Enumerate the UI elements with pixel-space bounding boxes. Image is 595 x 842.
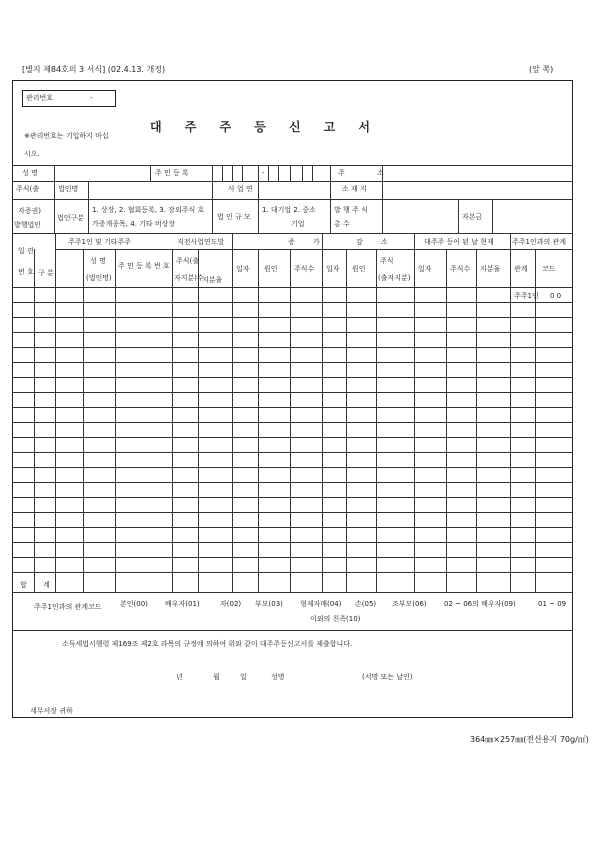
table-row: [12, 332, 573, 333]
dec-shares-col-header-2: (출자지분): [378, 274, 411, 282]
table-column: [346, 249, 347, 592]
page-side-label: (앞 쪽): [529, 65, 554, 74]
table-column: [55, 249, 56, 592]
table-column: [446, 249, 447, 592]
total-label: 합 계: [20, 581, 50, 589]
scale-option-1: 1. 대기업 2. 중소: [262, 206, 316, 214]
form-reference: [별지 제84호의 3 서식] (02.4.13. 개정): [22, 65, 166, 74]
table-row: [12, 452, 573, 453]
dec-date-col-header: 일자: [326, 265, 340, 273]
rule: [222, 165, 223, 181]
table-column: [535, 249, 536, 592]
table-group-divider: [510, 233, 511, 249]
corp-type-option-1: 1. 상장, 2. 협회등록, 3. 장외주식 호: [92, 206, 205, 214]
table-row: [12, 572, 573, 573]
inc-count-col-header: 주식수: [294, 265, 315, 273]
rule: [12, 181, 573, 182]
rule: [12, 287, 573, 288]
rule: [312, 165, 313, 181]
table-group-divider: [55, 233, 56, 249]
issued-shares-label: 발 행 주 식: [334, 206, 368, 214]
relation-codes-label: 주주1인과의 관계코드: [34, 603, 102, 611]
signature-note: (서명 또는 날인): [362, 673, 413, 681]
code-sibling: 형제자매(04): [300, 600, 342, 608]
rule: [88, 181, 89, 233]
rule: [12, 199, 573, 200]
corp-type-label: 법인구분: [57, 214, 85, 222]
table-row: [12, 482, 573, 483]
inc-reason-col-header: 원인: [264, 265, 278, 273]
table-column: [290, 249, 291, 592]
rule: [268, 165, 269, 181]
name-label: 성 명: [22, 169, 38, 177]
table-row: [12, 497, 573, 498]
name-col-header: 성 명: [90, 257, 106, 265]
inc-date-col-header: 일자: [236, 265, 250, 273]
table-row: [12, 512, 573, 513]
first-row-relation: 주주1인: [514, 292, 539, 300]
day-label: 일: [240, 673, 247, 681]
address-label: 주 소: [338, 169, 384, 177]
serial-col-label-a: 일 련: [18, 247, 34, 255]
current-group-header: 대주주 등이 된 날 현재: [424, 238, 494, 246]
code-spouse-of: 02 ~ 06의 배우자(09): [444, 600, 516, 608]
management-number-label: 관리번호: [26, 94, 54, 102]
corp-label-a: 주식(출: [16, 185, 40, 193]
rule: [212, 165, 213, 233]
corp-type-option-2: 가증개종목, 4. 기타 비상장: [92, 220, 176, 228]
code-range: 01 ~ 09: [538, 600, 567, 608]
business-label: 사 업 연: [228, 185, 253, 193]
corp-name-label: 법인명: [58, 185, 79, 193]
prev-year-group-header: 직전사업연도말: [177, 238, 225, 246]
table-column: [115, 249, 116, 592]
rrn-col-header: 주 민 등 록 번 호: [118, 262, 170, 270]
management-number-dash: -: [90, 94, 93, 102]
code-grandparent: 조부모(06): [392, 600, 427, 608]
table-row: [12, 407, 573, 408]
prev-ratio-col-header: 지분율: [202, 276, 223, 284]
mgmt-note: ※관리번호는 기입하지 마십: [24, 132, 109, 140]
table-row: [12, 467, 573, 468]
table-row: [12, 527, 573, 528]
corp-scale-label: 법 인 규 모: [217, 213, 251, 221]
rule: [302, 165, 303, 181]
paper-spec: 364㎜×257㎜(전산용지 70g/㎡): [470, 735, 589, 744]
table-column: [34, 249, 35, 592]
table-row: [12, 542, 573, 543]
rule: [12, 592, 573, 593]
table-column: [172, 249, 173, 592]
code-parent: 부모(03): [255, 600, 283, 608]
rule: [232, 165, 233, 181]
table-group-divider: [414, 233, 415, 249]
table-column: [376, 249, 377, 592]
form-frame: [12, 80, 573, 718]
shares-col-header: 주식(출: [176, 257, 200, 265]
rule: [458, 199, 459, 233]
form-title: 대 주 주 등 신 고 서: [150, 120, 370, 134]
code-grandchild: 손(05): [355, 600, 377, 608]
rule: [12, 630, 573, 631]
table-group-divider: [232, 233, 233, 249]
rule: [278, 165, 279, 181]
dec-shares-col-header: 주식: [380, 257, 394, 265]
table-column: [83, 249, 84, 592]
shares-col-header-2: 자지분)수: [174, 274, 204, 282]
mgmt-note-2: 시오.: [24, 150, 40, 158]
type-col-header: 구 분: [38, 269, 54, 277]
rule: [492, 199, 493, 233]
code-other-relatives: 이외의 친족(10): [310, 615, 361, 623]
code-col-header: 코드: [542, 265, 556, 273]
relation-group-header: 주주1인과의 관계: [512, 238, 567, 246]
table-row: [12, 392, 573, 393]
capital-label: 자본금: [462, 213, 483, 221]
table-row: [12, 362, 573, 363]
table-column: [476, 249, 477, 592]
table-row: [12, 377, 573, 378]
now-date-col-header: 일자: [418, 265, 432, 273]
resident-no-label: 주 민 등 록: [155, 169, 189, 177]
issued-shares-label-2: 총 수: [334, 220, 350, 228]
year-label: 년: [176, 673, 183, 681]
scale-option-2: 기업: [291, 220, 305, 228]
serial-col-label-b: 번 호: [18, 268, 34, 276]
resident-no-dash: -: [262, 169, 265, 177]
location-label: 소 재 지: [342, 185, 367, 193]
month-label: 월: [213, 673, 220, 681]
now-count-col-header: 주식수: [450, 265, 471, 273]
signer-name-label: 성명: [271, 673, 285, 681]
table-column: [232, 249, 233, 592]
table-row: [12, 317, 573, 318]
decrease-group-header: 감 소: [356, 238, 388, 246]
dec-reason-col-header: 원인: [352, 265, 366, 273]
relation-col-header: 관계: [514, 265, 528, 273]
rule: [12, 165, 573, 166]
table-row: [12, 437, 573, 438]
table-column: [258, 249, 259, 592]
table-group-divider: [322, 233, 323, 249]
now-ratio-col-header: 지분율: [480, 265, 501, 273]
submission-statement: 소득세법시행령 제169조 제2호 라목의 규정에 의하여 위와 같이 대주주등신고서를 제출합니다.: [62, 640, 353, 648]
rule: [290, 165, 291, 181]
rule: [55, 249, 573, 250]
increase-group-header: 증 가: [288, 238, 320, 246]
table-column: [510, 249, 511, 592]
code-self: 본인(00): [120, 600, 148, 608]
code-child: 자(02): [220, 600, 242, 608]
table-row: [12, 557, 573, 558]
table-column: [198, 249, 199, 592]
rule: [150, 165, 151, 181]
rule: [12, 233, 573, 234]
table-row: [12, 347, 573, 348]
table-row: [12, 302, 573, 303]
issuer-label-b: 발행법인: [14, 221, 42, 229]
rule: [242, 165, 243, 181]
rule: [258, 165, 259, 233]
table-row: [12, 422, 573, 423]
first-row-code: 0 0: [550, 292, 562, 300]
rule: [330, 165, 331, 233]
code-spouse: 배우자(01): [165, 600, 200, 608]
table-column: [322, 249, 323, 592]
table-column: [414, 249, 415, 592]
name-col-header-2: (법인명): [86, 274, 112, 282]
holder-group-header: 주주1인 및 기타주주: [68, 238, 131, 246]
issuer-label-a: 자증권): [18, 207, 42, 215]
addressee: 세무서장 귀하: [30, 707, 73, 715]
rule: [54, 165, 55, 233]
